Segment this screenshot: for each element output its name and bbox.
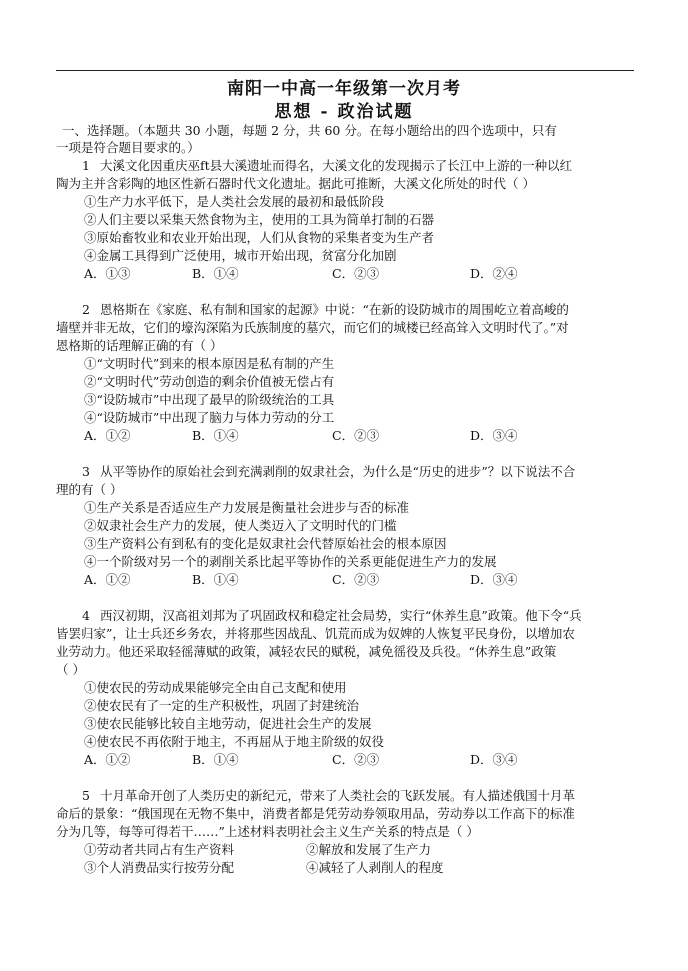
option-row — [56, 859, 636, 877]
question-list — [56, 157, 636, 895]
answer-choice[interactable]: C．②③ — [332, 572, 380, 587]
question-stem-line — [56, 463, 636, 481]
question-number: 1 — [82, 158, 90, 173]
question-stem-line — [56, 787, 636, 805]
answer-choice[interactable]: D．③④ — [470, 572, 518, 587]
question-number: 3 — [82, 464, 90, 479]
answer-choice[interactable]: D．③④ — [470, 428, 518, 443]
question-stem-line — [56, 607, 636, 625]
question-stem-text: 恩格斯在《家庭、私有制和国家的起源》中说：“在新的设防城市的周围屹立着高峻的 — [99, 302, 569, 317]
section-instructions-line: 一项是符合题目要求的。） — [56, 140, 200, 155]
option-statement: ④“设防城市”中出现了脑力与体力劳动的分工 — [84, 410, 335, 425]
exam-title: 南阳一中高一年级第一次月考 — [227, 79, 461, 99]
option-statement: ④使农民不再依附于地主，不再屈从于地主阶级的奴役 — [84, 734, 385, 749]
header-rule — [56, 70, 634, 71]
option-statement: ④金属工具得到广泛使用，城市开始出现，贫富分化加剧 — [84, 248, 397, 263]
question-stem-line: 命后的景象：“俄国现在无物不集中，消费者都是凭劳动券领取用品，劳动券以工作高下的标准 — [56, 806, 575, 821]
answer-choice[interactable]: C．②③ — [332, 428, 380, 443]
option-statement: ①劳动者共同占有生产资料 — [84, 842, 235, 857]
option-statement: ②解放和发展了生产力 — [306, 842, 432, 857]
question-stem-line: 业劳动力。他还采取轻徭薄赋的政策，减轻农民的赋税，减免徭役及兵役。“休养生息”政策 — [56, 644, 557, 659]
section-instructions — [56, 122, 636, 156]
answer-choices — [56, 427, 636, 445]
answer-choices — [56, 751, 636, 769]
question-stem-line: 恩格斯的话理解正确的有（ ） — [56, 338, 223, 353]
exam-subject: 思想 - 政治试题 — [274, 102, 414, 122]
answer-choice[interactable]: B．①④ — [192, 572, 239, 587]
option-statement: ②“文明时代”劳动创造的剩余价值被无偿占有 — [84, 374, 335, 389]
answer-choice[interactable]: B．①④ — [192, 266, 239, 281]
question-stem-text: 大溪文化因重庆巫ft县大溪遗址而得名，大溪文化的发现揭示了长江中上游的一种以红 — [99, 158, 573, 173]
option-statement: ④减轻了人剥削人的程度 — [306, 860, 444, 875]
option-statement: ②人们主要以采集天然食物为主，使用的工具为简单打制的石器 — [84, 212, 435, 227]
answer-choice[interactable]: A．①② — [84, 752, 131, 767]
answer-choices — [56, 571, 636, 589]
section-instructions-line: 一、选择题。（本题共 30 小题，每题 2 分，共 60 分。在每小题给出的四个选项中，只有 — [62, 123, 557, 138]
question-stem-text: 从平等协作的原始社会到充满剥削的奴隶社会，为什么是“历史的进步”？以下说法不合 — [99, 464, 576, 479]
option-statement: ①使农民的劳动成果能够完全由自己支配和使用 — [84, 680, 347, 695]
question — [56, 157, 636, 283]
question-stem-line: 分为几等，每等可得若干……”上述材料表明社会主义生产关系的特点是（ ） — [56, 824, 479, 839]
option-statement: ③原始畜牧业和农业开始出现，人们从食物的采集者变为生产者 — [84, 230, 435, 245]
question-stem-line: 墙壁并非无故，它们的壕沟深陷为氏族制度的墓穴，而它们的城楼已经高耸入文明时代了。”对 — [56, 320, 569, 335]
option-statement: ②使农民有了一定的生产积极性，巩固了封建统治 — [84, 698, 360, 713]
answer-choice[interactable]: D．③④ — [470, 752, 518, 767]
answer-choice[interactable]: B．①④ — [192, 428, 239, 443]
question-stem-line: （ ） — [56, 662, 85, 677]
option-statement: ③生产资料公有到私有的变化是奴隶社会代替原始社会的根本原因 — [84, 536, 447, 551]
option-statement: ④一个阶级对另一个的剥削关系比起平等协作的关系更能促进生产力的发展 — [84, 554, 497, 569]
option-statement: ②奴隶社会生产力的发展，使人类迈入了文明时代的门槛 — [84, 518, 397, 533]
answer-choice[interactable]: B．①④ — [192, 752, 239, 767]
answer-choice[interactable]: D．②④ — [470, 266, 518, 281]
option-statement: ①生产力水平低下，是人类社会发展的最初和最低阶段 — [84, 194, 385, 209]
question-stem-text: 十月革命开创了人类历史的新纪元，带来了人类社会的飞跃发展。有人描述俄国十月革 — [99, 788, 575, 803]
question-stem-line — [56, 157, 636, 175]
option-row — [56, 841, 636, 859]
answer-choice[interactable]: A．①③ — [84, 266, 131, 281]
option-statement: ①生产关系是否适应生产力发展是衡量社会进步与否的标准 — [84, 500, 410, 515]
question-stem-line: 皆罢归家”，让士兵还乡务农，并将那些因战乱、饥荒而成为奴婢的人恢复平民身份，以增加农 — [56, 626, 575, 641]
question-stem-text: 西汉初期，汉高祖刘邦为了巩固政权和稳定社会局势，实行“休养生息”政策。他下令“兵 — [99, 608, 582, 623]
question-stem-line: 理的有（ ） — [56, 482, 123, 497]
option-statement: ①“文明时代”到来的根本原因是私有制的产生 — [84, 356, 335, 371]
question — [56, 787, 636, 877]
question-stem-line — [56, 301, 636, 319]
question — [56, 463, 636, 589]
answer-choice[interactable]: C．②③ — [332, 266, 380, 281]
option-statement: ③个人消费品实行按劳分配 — [84, 860, 235, 875]
question-number: 4 — [82, 608, 90, 623]
question-stem-line: 陶为主并含彩陶的地区性新石器时代文化遗址。据此可推断，大溪文化所处的时代（ ） — [56, 176, 535, 191]
question-number: 5 — [82, 788, 90, 803]
question-number: 2 — [82, 302, 90, 317]
answer-choice[interactable]: A．①② — [84, 428, 131, 443]
option-statement: ③使农民能够比较自主地劳动，促进社会生产的发展 — [84, 716, 372, 731]
option-statement: ③“设防城市”中出现了最早的阶级统治的工具 — [84, 392, 335, 407]
answer-choice[interactable]: C．②③ — [332, 752, 380, 767]
question — [56, 301, 636, 445]
answer-choices — [56, 265, 636, 283]
question — [56, 607, 636, 769]
answer-choice[interactable]: A．①② — [84, 572, 131, 587]
